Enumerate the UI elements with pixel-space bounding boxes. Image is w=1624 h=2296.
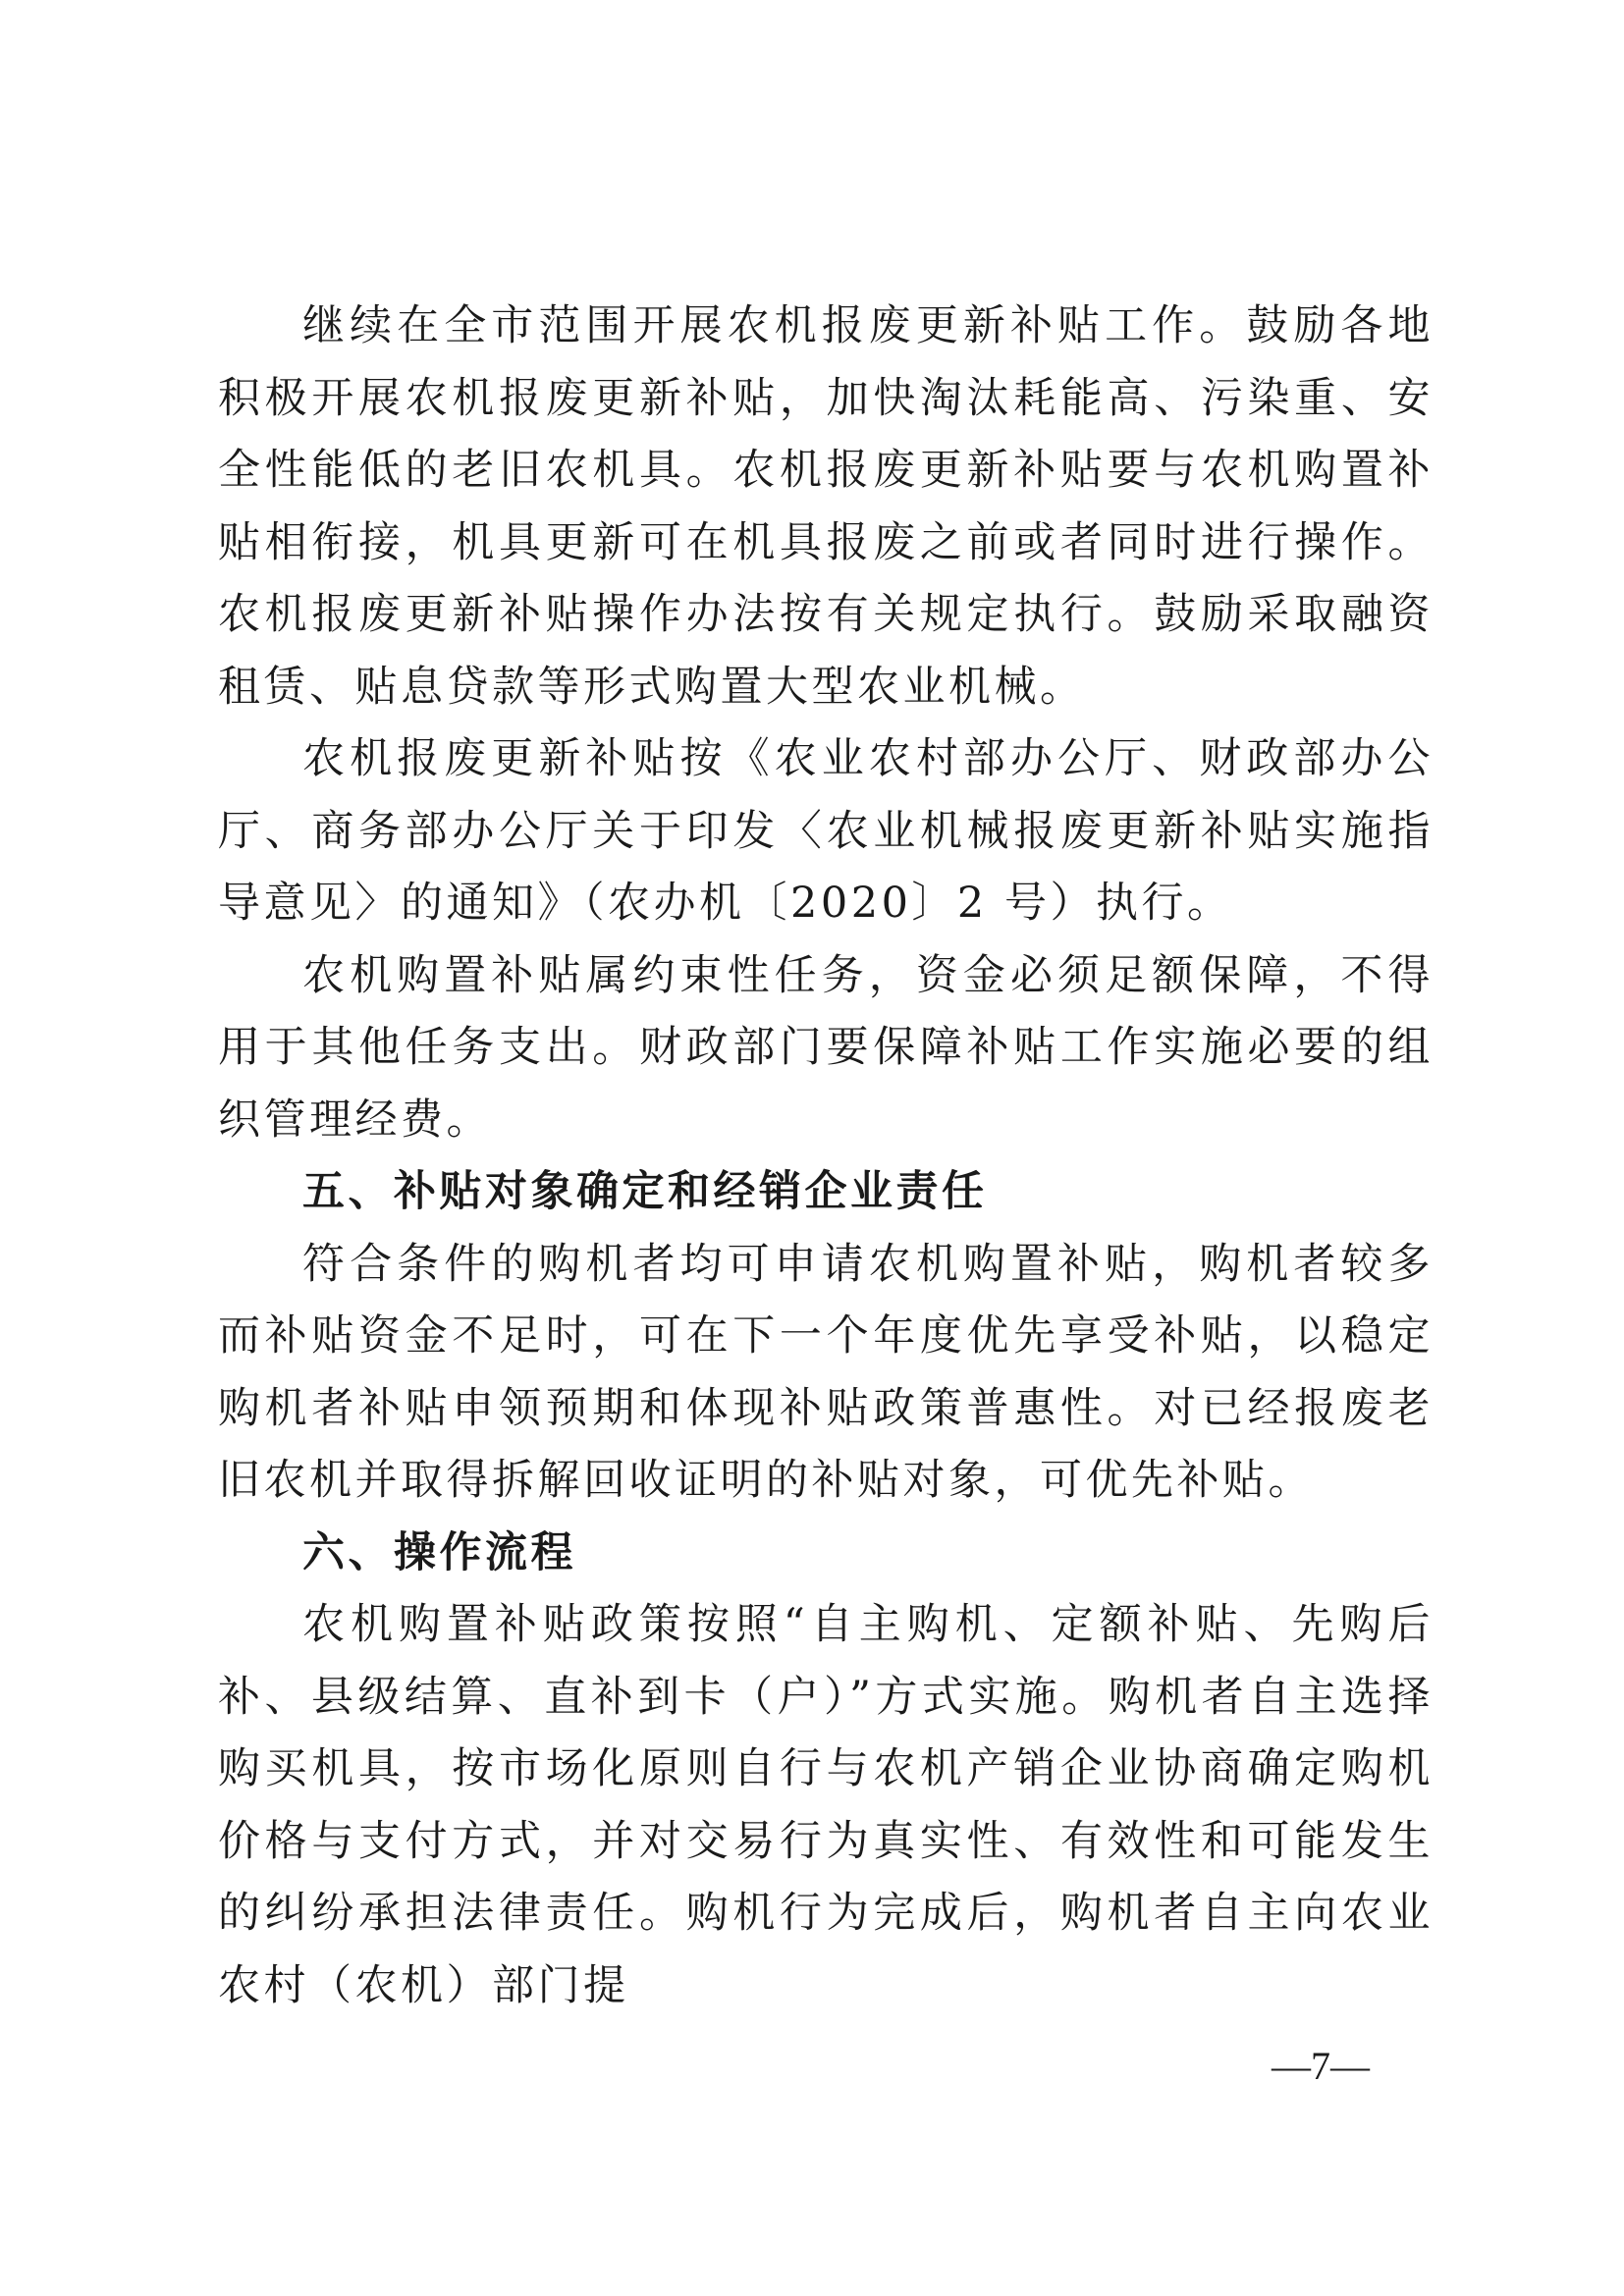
section-heading-6: 六、操作流程 xyxy=(302,1527,576,1577)
paragraph-scrap-renewal-subsidy: 继续在全市范围开展农机报废更新补贴工作。鼓励各地积极开展农机报废更新补贴，加快淘汰耗能高、污染重、安全性能低的老旧农机具。农机报废更新补贴要与农机购置补贴相衔接，机具更新可在机具报废之前或者同时进行操作。农机报废更新补贴操作办法按有关规定执行。鼓励采取融资租赁、贴息贷款等形式购置大型农业机械。 xyxy=(218,301,1434,712)
page-number: —7— xyxy=(1272,2044,1370,2088)
paragraph-funding-guarantee: 农机购置补贴属约束性任务，资金必须足额保障，不得用于其他任务支出。财政部门要保障补贴工作实施必要的组织管理经费。 xyxy=(218,950,1434,1145)
paragraph-scrap-renewal-reference: 农机报废更新补贴按《农业农村部办公厅、财政部办公厅、商务部办公厅关于印发〈农业机械报废更新补贴实施指导意见〉的通知》（农办机〔2020〕2 号）执行。 xyxy=(218,734,1434,928)
document-body xyxy=(218,291,1434,2022)
section-heading-5: 五、补贴对象确定和经销企业责任 xyxy=(302,1167,988,1216)
paragraph-eligible-buyers: 符合条件的购机者均可申请农机购置补贴，购机者较多而补贴资金不足时，可在下一个年度优先享受补贴，以稳定购机者补贴申领预期和体现补贴政策普惠性。对已经报废老旧农机并取得拆解回收证明的补贴对象，可优先补贴。 xyxy=(218,1239,1434,1505)
paragraph-operation-procedure: 农机购置补贴政策按照“自主购机、定额补贴、先购后补、县级结算、直补到卡（户）”方式实施。购机者自主选择购买机具，按市场化原则自行与农机产销企业协商确定购机价格与支付方式，并对交易行为真实性、有效性和可能发生的纠纷承担法律责任。购机行为完成后，购机者自主向农业农村（农机）部门提 xyxy=(218,1600,1434,2010)
